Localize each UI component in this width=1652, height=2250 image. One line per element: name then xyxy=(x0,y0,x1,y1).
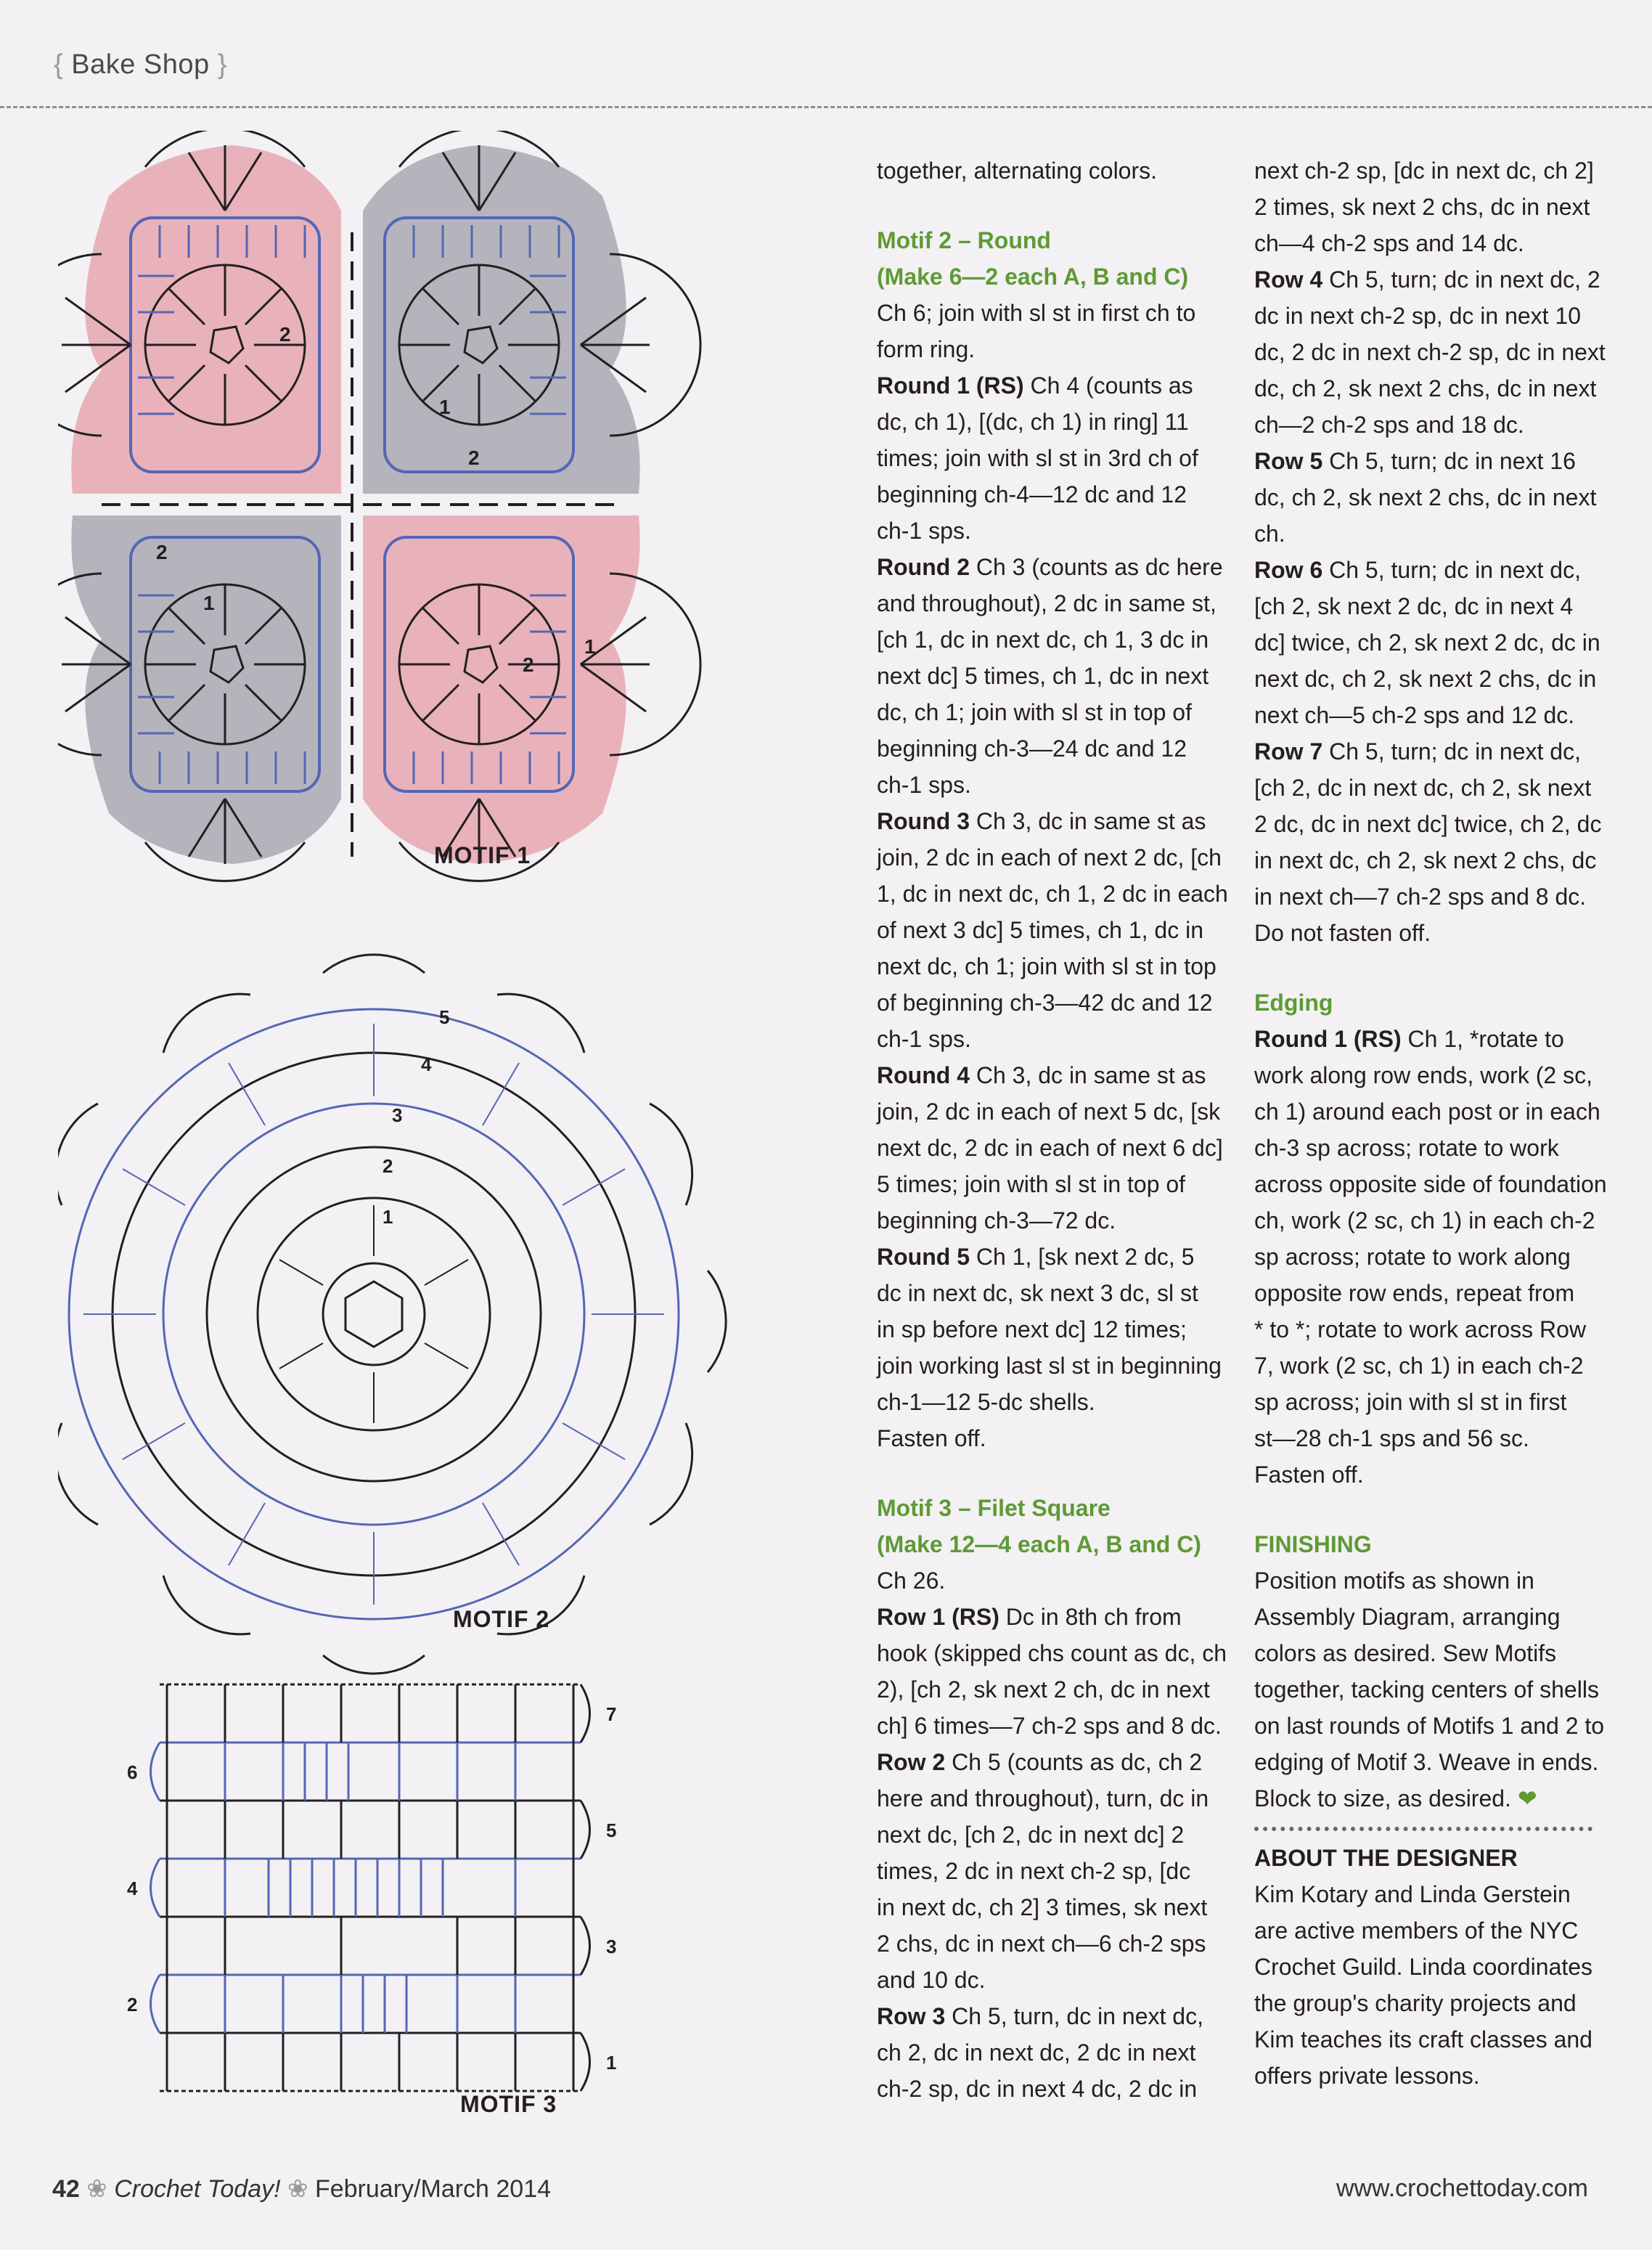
text-line: across opposite side of foundation xyxy=(1254,1171,1607,1197)
text-line: dc, 2 dc in next ch-2 sp, dc in next xyxy=(1254,339,1606,365)
text-line: in sp before next dc] 12 times; xyxy=(877,1316,1187,1342)
instructions-column-1 xyxy=(877,152,1240,2107)
text-line: ch] 6 times—7 ch-2 sps and 8 dc. xyxy=(877,1713,1222,1739)
text-line: of next 3 dc] 5 times, ch 1, dc in xyxy=(877,917,1203,943)
row-label: Row 5 xyxy=(1254,448,1323,474)
text-line: 2 chs, dc in next ch—6 ch-2 sps xyxy=(877,1931,1206,1957)
motif-2-round: 1 xyxy=(383,1206,393,1228)
edging-heading: Edging xyxy=(1254,990,1333,1016)
text-line: next dc] 5 times, ch 1, dc in next xyxy=(877,663,1209,689)
text-line: in next ch—7 ch-2 sps and 8 dc. xyxy=(1254,884,1587,910)
diagram-area xyxy=(58,131,886,2149)
about-heading: ABOUT THE DESIGNER xyxy=(1254,1845,1518,1871)
text-line: sp across; join with sl st in first xyxy=(1254,1389,1567,1415)
text-line: [ch 2, sk next 2 dc, dc in next 4 xyxy=(1254,593,1574,619)
text-line: * to *; rotate to work across Row xyxy=(1254,1316,1587,1342)
text-line: sp across; rotate to work along xyxy=(1254,1244,1571,1270)
text-line: Block to size, as desired. xyxy=(1254,1785,1511,1811)
round-label: Round 5 xyxy=(877,1244,970,1270)
text-line: ch-2 sp, dc in next 4 dc, 2 dc in xyxy=(877,2076,1198,2102)
motif-1-mark: 1 xyxy=(584,635,596,658)
motif-3-row: 7 xyxy=(606,1703,617,1725)
intro-text: together, alternating colors. xyxy=(877,158,1158,184)
motif-3-row: 6 xyxy=(127,1761,138,1783)
motif-3-row: 2 xyxy=(127,1994,138,2015)
motif-2-label: MOTIF 2 xyxy=(453,1606,550,1632)
text-line: Ch 5, turn; dc in next dc, xyxy=(1329,738,1581,765)
text-line: together, tacking centers of shells xyxy=(1254,1676,1599,1703)
text-line: dc, ch 1; join with sl st in top of xyxy=(877,699,1192,725)
text-line: join working last sl st in beginning xyxy=(877,1353,1222,1379)
row-label: Row 4 xyxy=(1254,266,1323,293)
text-line: Assembly Diagram, arranging xyxy=(1254,1604,1561,1630)
footer-left xyxy=(52,2174,551,2204)
motif-3-row: 4 xyxy=(127,1878,138,1899)
text-line: here and throughout), turn, dc in xyxy=(877,1785,1209,1811)
text-line: ch, work (2 sc, ch 1) in each ch-2 xyxy=(1254,1207,1595,1234)
text-line: ch—4 ch-2 sps and 14 dc. xyxy=(1254,230,1524,256)
text-line: dc in next ch-2 sp, dc in next 10 xyxy=(1254,303,1582,329)
text-line: Ch 1, [sk next 2 dc, 5 xyxy=(976,1244,1195,1270)
text-line: times; join with sl st in 3rd ch of xyxy=(877,445,1198,471)
motif-2-round: 3 xyxy=(392,1104,403,1126)
text-line: and throughout), 2 dc in same st, xyxy=(877,590,1216,616)
text-line: Ch 5 (counts as dc, ch 2 xyxy=(952,1749,1203,1775)
text-line: 5 times; join with sl st in top of xyxy=(877,1171,1186,1197)
flower-icon: ❀ xyxy=(86,2175,107,2203)
text-line: Do not fasten off. xyxy=(1254,920,1431,946)
row-label: Row 7 xyxy=(1254,738,1323,765)
motif-1-diagram xyxy=(58,131,700,881)
text-line: ch-1—12 5-dc shells. xyxy=(877,1389,1095,1415)
text-line: the group's charity projects and xyxy=(1254,1990,1577,2016)
text-line: times, 2 dc in next ch-2 sp, [dc xyxy=(877,1858,1191,1884)
row-label: Row 2 xyxy=(877,1749,946,1775)
text-line: dc, ch 2, sk next 2 chs, dc in next xyxy=(1254,375,1597,402)
text-line: [ch 1, dc in next dc, ch 1, 3 dc in xyxy=(877,627,1209,653)
motif-3-label: MOTIF 3 xyxy=(460,2091,557,2117)
page-number: 42 xyxy=(52,2175,80,2203)
text-line: Kim Kotary and Linda Gerstein xyxy=(1254,1881,1571,1907)
text-line: of beginning ch-3—42 dc and 12 xyxy=(877,990,1213,1016)
text-line: dc] twice, ch 2, sk next 2 dc, dc in xyxy=(1254,629,1600,656)
row-label: Row 3 xyxy=(877,2003,946,2029)
dotted-divider xyxy=(1254,1827,1592,1831)
text-line: ch 2, dc in next dc, 2 dc in next xyxy=(877,2039,1196,2066)
header-divider xyxy=(0,106,1652,108)
section-header xyxy=(54,49,227,81)
text-line: dc in next dc, sk next 3 dc, sl st xyxy=(877,1280,1198,1306)
text-line: edging of Motif 3. Weave in ends. xyxy=(1254,1749,1599,1775)
text-line: 2 times, sk next 2 chs, dc in next xyxy=(1254,194,1590,220)
text-line: beginning ch-4—12 dc and 12 xyxy=(877,481,1187,508)
text-line: Ch 3, dc in same st as xyxy=(976,1062,1206,1088)
round-label: Round 3 xyxy=(877,808,970,834)
section-title: Bake Shop xyxy=(71,49,210,80)
text-line: ch-1 sps. xyxy=(877,518,971,544)
motif-2-heading: Motif 2 – Round xyxy=(877,227,1051,253)
brace-close: } xyxy=(217,49,227,80)
text-line: [ch 2, dc in next dc, ch 2, sk next xyxy=(1254,775,1592,801)
text-line: dc, ch 2, sk next 2 chs, dc in next xyxy=(1254,484,1597,510)
text-line: offers private lessons. xyxy=(1254,2063,1480,2089)
text-line: next ch—5 ch-2 sps and 12 dc. xyxy=(1254,702,1575,728)
text-line: ch-1 sps. xyxy=(877,772,971,798)
text-line: next dc, ch 1; join with sl st in top xyxy=(877,953,1216,979)
text-line: Ch 1, *rotate to xyxy=(1407,1026,1564,1052)
round-label: Round 2 xyxy=(877,554,970,580)
text-line: Ch 5, turn; dc in next dc, xyxy=(1329,557,1581,583)
round-label: Round 4 xyxy=(877,1062,970,1088)
motif-2-diagram xyxy=(58,955,726,1674)
text-line: Ch 5, turn, dc in next dc, xyxy=(952,2003,1203,2029)
text-line: Ch 3, dc in same st as xyxy=(976,808,1206,834)
motif-3-row: 1 xyxy=(606,2052,617,2074)
text-line: next dc, ch 2, sk next 2 chs, dc in xyxy=(1254,666,1597,692)
brace-open: { xyxy=(54,49,64,80)
text-line: colors as desired. Sew Motifs xyxy=(1254,1640,1557,1666)
motif-1-mark: 2 xyxy=(523,653,534,676)
text-line: 2), [ch 2, sk next 2 ch, dc in next xyxy=(877,1676,1210,1703)
round-label: Round 1 (RS) xyxy=(877,372,1024,399)
text-line: beginning ch-3—24 dc and 12 xyxy=(877,735,1187,762)
motif-2-round: 4 xyxy=(421,1053,432,1075)
text-line: next dc, [ch 2, dc in next dc] 2 xyxy=(877,1822,1185,1848)
text-line: ch 1) around each post or in each xyxy=(1254,1098,1600,1125)
text-line: Fasten off. xyxy=(1254,1462,1364,1488)
text-line: dc, ch 1), [(dc, ch 1) in ring] 11 xyxy=(877,409,1189,435)
text-line: in next dc, ch 2, sk next 2 chs, dc xyxy=(1254,847,1597,873)
text-line: Ch 5, turn; dc in next 16 xyxy=(1329,448,1576,474)
text-line: join, 2 dc in each of next 5 dc, [sk xyxy=(877,1098,1221,1125)
text-line: ch. xyxy=(1254,521,1285,547)
motif-1-mark: 1 xyxy=(439,396,451,418)
text-line: Ch 5, turn; dc in next dc, 2 xyxy=(1329,266,1600,293)
text-line: Kim teaches its craft classes and xyxy=(1254,2026,1592,2053)
text-line: 2 dc, dc in next dc] twice, ch 2, dc xyxy=(1254,811,1602,837)
row-label: Row 6 xyxy=(1254,557,1323,583)
motif-3-diagram xyxy=(127,1684,616,2091)
magazine-title: Crochet Today! xyxy=(114,2175,281,2203)
heart-icon: ❤ xyxy=(1517,1785,1537,1811)
issue-date: February/March 2014 xyxy=(314,2175,552,2203)
text-line: Ch 6; join with sl st in first ch to xyxy=(877,300,1196,326)
motif-2-round: 5 xyxy=(439,1006,450,1028)
motif-1-label: MOTIF 1 xyxy=(434,842,531,868)
round-label: Round 1 (RS) xyxy=(1254,1026,1402,1052)
text-line: next ch-2 sp, [dc in next dc, ch 2] xyxy=(1254,158,1594,184)
text-line: on last rounds of Motifs 1 and 2 to xyxy=(1254,1713,1605,1739)
text-line: st—28 ch-1 sps and 56 sc. xyxy=(1254,1425,1529,1451)
motif-1-mark: 1 xyxy=(203,592,215,614)
instructions-column-2 xyxy=(1254,152,1617,2094)
text-line: are active members of the NYC xyxy=(1254,1917,1579,1944)
text-line: Fasten off. xyxy=(877,1425,986,1451)
motif-2-subheading: (Make 6—2 each A, B and C) xyxy=(877,264,1189,290)
text-line: Ch 4 (counts as xyxy=(1030,372,1193,399)
motif-1-mark: 2 xyxy=(279,323,291,346)
text-line: form ring. xyxy=(877,336,976,362)
motif-1-mark: 2 xyxy=(156,541,168,563)
text-line: 7, work (2 sc, ch 1) in each ch-2 xyxy=(1254,1353,1584,1379)
finishing-heading: FINISHING xyxy=(1254,1531,1372,1557)
text-line: Dc in 8th ch from xyxy=(1005,1604,1182,1630)
motif-3-subheading: (Make 12—4 each A, B and C) xyxy=(877,1531,1201,1557)
text-line: work along row ends, work (2 sc, xyxy=(1254,1062,1592,1088)
motif-3-heading: Motif 3 – Filet Square xyxy=(877,1495,1111,1521)
text-line: next dc, 2 dc in each of next 6 dc] xyxy=(877,1135,1223,1161)
text-line: and 10 dc. xyxy=(877,1967,986,1993)
row-label: Row 1 (RS) xyxy=(877,1604,999,1630)
motif-1-mark: 2 xyxy=(468,447,480,469)
text-line: opposite row ends, repeat from xyxy=(1254,1280,1575,1306)
text-line: in next dc, ch 2] 3 times, sk next xyxy=(877,1894,1208,1920)
text-line: ch—2 ch-2 sps and 18 dc. xyxy=(1254,412,1524,438)
footer-url: www.crochettoday.com xyxy=(1336,2174,1588,2202)
text-line: 1, dc in next dc, ch 1, 2 dc in each xyxy=(877,881,1228,907)
text-line: Crochet Guild. Linda coordinates xyxy=(1254,1954,1593,1980)
text-line: Position motifs as shown in xyxy=(1254,1568,1534,1594)
text-line: beginning ch-3—72 dc. xyxy=(877,1207,1116,1234)
text-line: Ch 26. xyxy=(877,1568,946,1594)
text-line: ch-3 sp across; rotate to work xyxy=(1254,1135,1559,1161)
motif-2-round: 2 xyxy=(383,1155,393,1177)
motif-3-row: 5 xyxy=(606,1819,617,1841)
text-line: join, 2 dc in each of next 2 dc, [ch xyxy=(877,844,1222,871)
text-line: ch-1 sps. xyxy=(877,1026,971,1052)
text-line: Ch 3 (counts as dc here xyxy=(976,554,1223,580)
motif-3-row: 3 xyxy=(606,1936,617,1957)
flower-icon: ❀ xyxy=(287,2175,308,2203)
text-line: hook (skipped chs count as dc, ch xyxy=(877,1640,1227,1666)
